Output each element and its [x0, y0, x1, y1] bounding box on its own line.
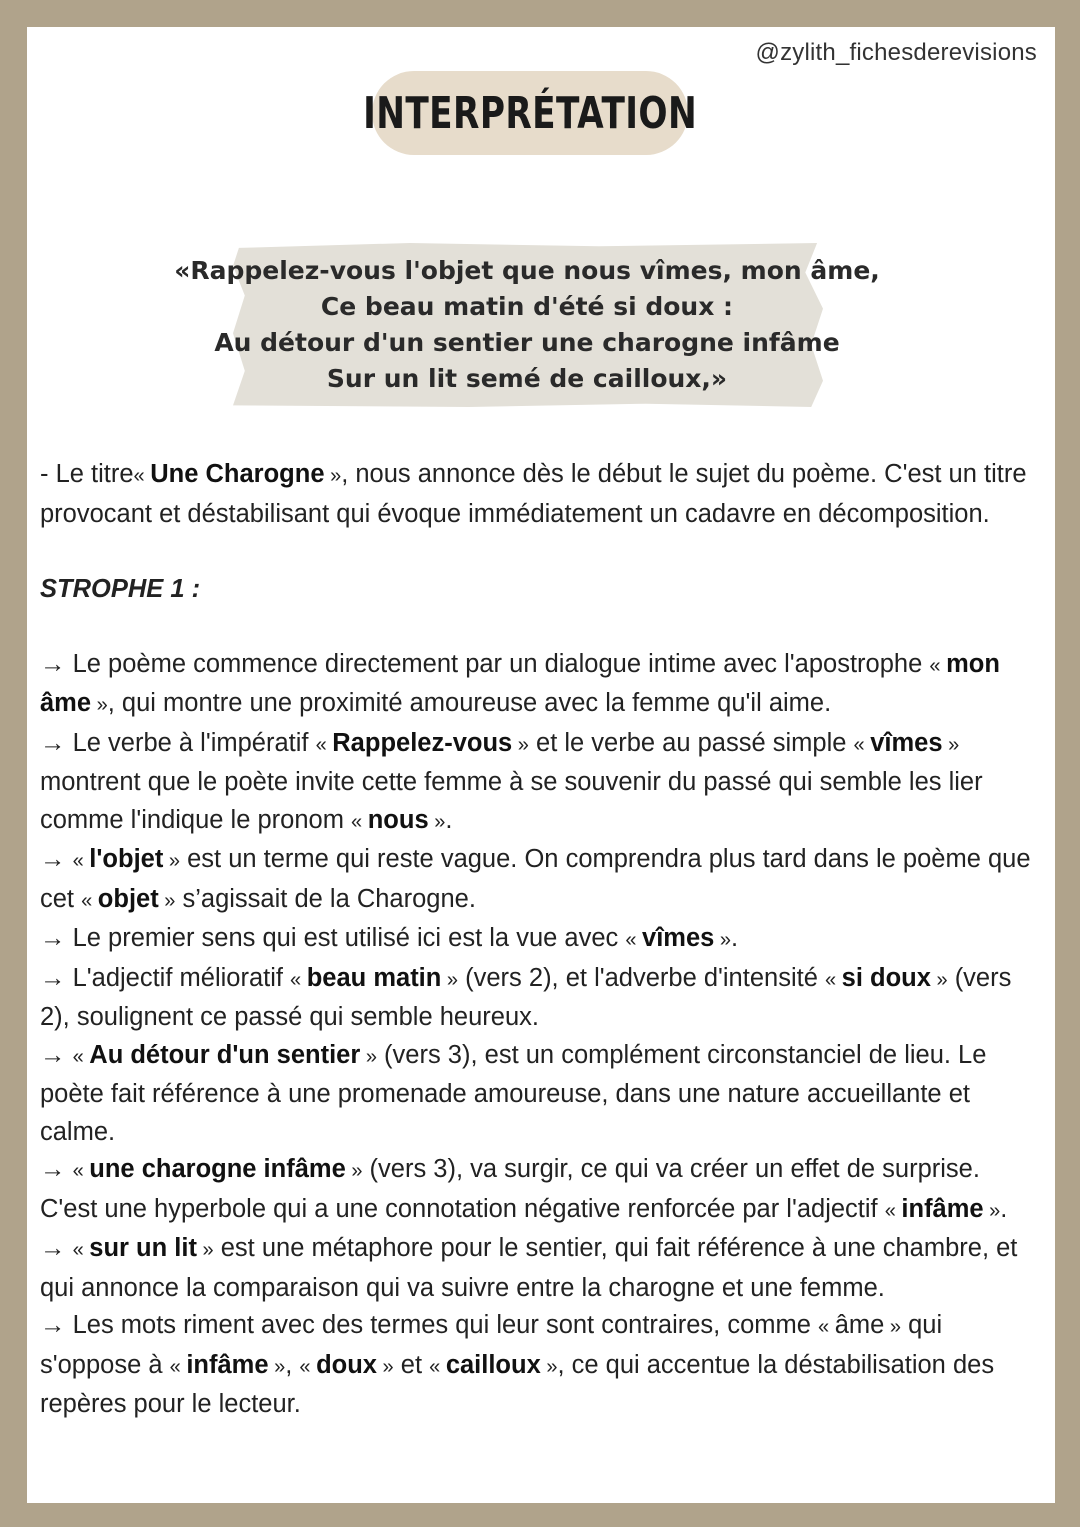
analysis-point: → « Au détour d'un sentier » (vers 3), est un complément circonstanciel de lieu. Le poète fait référence à une promenade amoureuse, dans une nature accueillante et calme. [40, 1040, 987, 1146]
intro-paragraph: - Le titre« Une Charogne », nous annonce dès le début le sujet du poème. C'est un titre provocant et déstabilisant qui évoque immédiatement un cadavre en décomposition. [40, 460, 1027, 528]
analysis-point: → « sur un lit » est une métaphore pour le sentier, qui fait référence à une chambre, et qui annonce la comparaison qui va suivre entre la charogne et une femme. [40, 1234, 1018, 1302]
strophe-heading: STROPHE 1 : [40, 574, 201, 603]
author-handle: @zylith_fichesderevisions [755, 39, 1037, 66]
analysis-point: → L'adjectif mélioratif « beau matin » (vers 2), et l'adverbe d'intensité « si doux » (vers 2), soulignent ce passé qui semble heureux. [40, 963, 1012, 1031]
analysis-point: → Les mots riment avec des termes qui leur sont contraires, comme « âme » qui s'oppose à « infâme », « doux » et « cailloux », ce qui accentue la déstabilisation des repères pour le lecteur. [40, 1311, 995, 1418]
analysis-point: → Le premier sens qui est utilisé ici est la vue avec « vîmes ». [40, 924, 739, 952]
analysis-point: → Le verbe à l'impératif « Rappelez-vous » et le verbe au passé simple « vîmes » montrent que le poète invite cette femme à se souvenir du passé qui semble les lier comme l'indique le pronom « nous ». [40, 728, 983, 834]
quote-line: Sur un lit semé de cailloux,» [326, 364, 728, 393]
poem-quote [87, 253, 967, 397]
page-title: INTERPRÉTATION [363, 87, 697, 139]
quote-line: «Rappelez-vous l'objet que nous vîmes, mon âme, [174, 256, 880, 285]
quote-line: Ce beau matin d'été si doux : [320, 292, 734, 321]
analysis-point: → Le poème commence directement par un dialogue intime avec l'apostrophe « mon âme », qui montre une proximité amoureuse avec la femme qu'il aime. [40, 649, 1000, 717]
quote-line: Au détour d'un sentier une charogne infâme [214, 328, 840, 357]
analysis-body [40, 456, 1040, 1424]
analysis-point: → « une charogne infâme » (vers 3), va surgir, ce qui va créer un effet de surprise. C'est une hyperbole qui a une connotation négative renforcée par l'adjectif « infâme ». [40, 1155, 1008, 1223]
analysis-point: → « l'objet » est un terme qui reste vague. On comprendra plus tard dans le poème que cet « objet » s’agissait de la Charogne. [40, 845, 1031, 913]
document-page [27, 27, 1055, 1503]
title-banner [363, 71, 697, 155]
